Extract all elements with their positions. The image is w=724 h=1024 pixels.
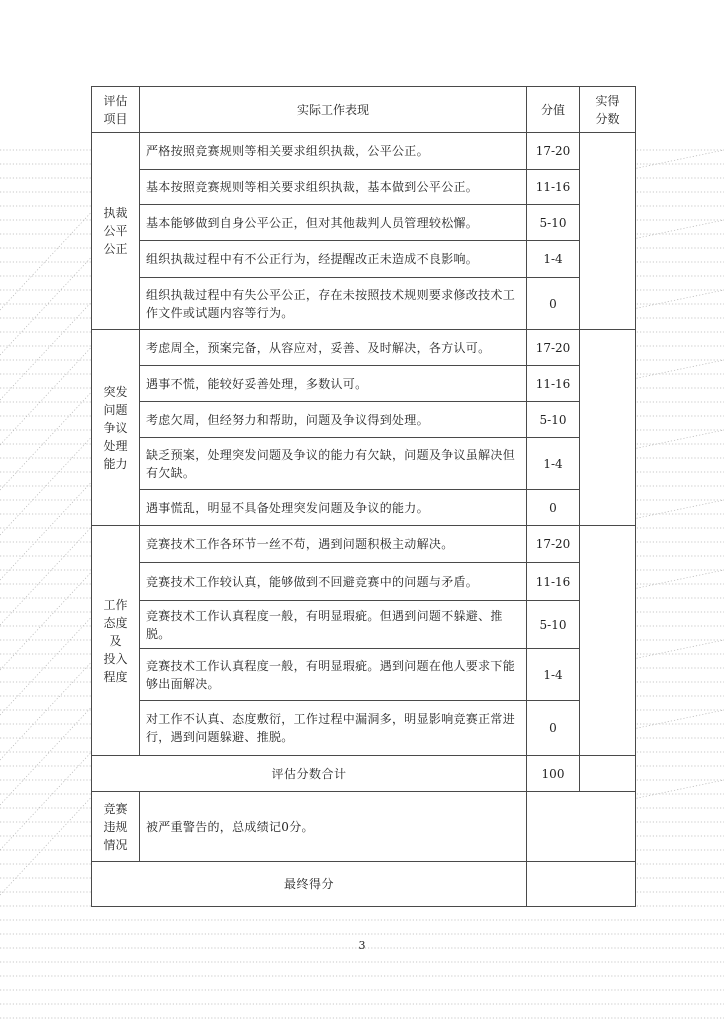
criteria-description: 组织执裁过程中有失公平公正，存在未按照技术规则要求修改技术工作文件或试题内容等行为。 xyxy=(140,278,527,330)
criteria-description: 对工作不认真、态度敷衍，工作过程中漏洞多，明显影响竞赛正常进行，遇到问题躲避、推脱。 xyxy=(140,701,527,756)
criteria-description: 考虑欠周，但经努力和帮助，问题及争议得到处理。 xyxy=(140,402,527,438)
violation-category xyxy=(92,792,140,862)
criteria-row xyxy=(92,438,636,490)
criteria-description: 竞赛技术工作各环节一丝不苟，遇到问题积极主动解决。 xyxy=(140,526,527,563)
score-range: 17-20 xyxy=(527,526,580,563)
score-range: 11-16 xyxy=(527,366,580,402)
criteria-description: 竞赛技术工作认真程度一般，有明显瑕疵。遇到问题在他人要求下能够出面解决。 xyxy=(140,649,527,701)
score-range: 17-20 xyxy=(527,133,580,170)
evaluation-sheet xyxy=(91,86,636,907)
header-actual-score: 实得 分数 xyxy=(580,87,636,133)
criteria-row xyxy=(92,330,636,366)
category-cell xyxy=(92,526,140,756)
page-number: 3 xyxy=(358,939,366,952)
criteria-row xyxy=(92,402,636,438)
total-actual-cell xyxy=(580,756,636,792)
criteria-row xyxy=(92,241,636,278)
criteria-row xyxy=(92,601,636,649)
criteria-description: 组织执裁过程中有不公正行为，经提醒改正未造成不良影响。 xyxy=(140,241,527,278)
actual-score-cell xyxy=(580,330,636,526)
score-range: 0 xyxy=(527,701,580,756)
actual-score-cell xyxy=(580,526,636,756)
score-range: 5-10 xyxy=(527,205,580,241)
category-cell xyxy=(92,330,140,526)
category-label: 执裁 公平 公正 xyxy=(103,206,128,256)
category-cell xyxy=(92,133,140,330)
score-range: 11-16 xyxy=(527,563,580,601)
criteria-description: 基本按照竞赛规则等相关要求组织执裁，基本做到公平公正。 xyxy=(140,170,527,205)
criteria-description: 遇事不慌，能较好妥善处理，多数认可。 xyxy=(140,366,527,402)
criteria-row xyxy=(92,563,636,601)
final-score-row xyxy=(92,862,636,907)
category-label: 工作 态度 及 投入 程度 xyxy=(103,597,128,684)
final-score-label: 最终得分 xyxy=(92,862,527,907)
score-range: 11-16 xyxy=(527,170,580,205)
criteria-description: 遇事慌乱，明显不具备处理突发问题及争议的能力。 xyxy=(140,490,527,526)
score-range: 0 xyxy=(527,490,580,526)
total-score: 100 xyxy=(527,756,580,792)
score-range: 5-10 xyxy=(527,601,580,649)
header-item: 评估 项目 xyxy=(92,87,140,133)
criteria-row xyxy=(92,170,636,205)
score-range: 17-20 xyxy=(527,330,580,366)
evaluation-table xyxy=(91,86,636,907)
score-range: 5-10 xyxy=(527,402,580,438)
criteria-description: 严格按照竞赛规则等相关要求组织执裁，公平公正。 xyxy=(140,133,527,170)
actual-score-cell xyxy=(580,133,636,330)
criteria-description: 缺乏预案，处理突发问题及争议的能力有欠缺，问题及争议虽解决但有欠缺。 xyxy=(140,438,527,490)
violation-description: 被严重警告的，总成绩记0分。 xyxy=(140,792,527,862)
criteria-row xyxy=(92,366,636,402)
criteria-row xyxy=(92,490,636,526)
criteria-description: 基本能够做到自身公平公正，但对其他裁判人员管理较松懈。 xyxy=(140,205,527,241)
score-range: 0 xyxy=(527,278,580,330)
total-row xyxy=(92,756,636,792)
total-label: 评估分数合计 xyxy=(92,756,527,792)
criteria-description: 竞赛技术工作较认真，能够做到不回避竞赛中的问题与矛盾。 xyxy=(140,563,527,601)
criteria-row xyxy=(92,133,636,170)
score-range: 1-4 xyxy=(527,438,580,490)
criteria-row xyxy=(92,205,636,241)
header-performance: 实际工作表现 xyxy=(140,87,527,133)
violation-row xyxy=(92,792,636,862)
category-label: 突发 问题 争议 处理 能力 xyxy=(103,384,128,471)
criteria-description: 考虑周全，预案完备，从容应对，妥善、及时解决，各方认可。 xyxy=(140,330,527,366)
criteria-row xyxy=(92,278,636,330)
criteria-row xyxy=(92,701,636,756)
criteria-row xyxy=(92,649,636,701)
final-score-cell xyxy=(527,862,636,907)
violation-score-cell xyxy=(527,792,636,862)
criteria-description: 竞赛技术工作认真程度一般，有明显瑕疵。但遇到问题不躲避、推脱。 xyxy=(140,601,527,649)
violation-category-label: 竞赛 违规 情况 xyxy=(103,801,128,852)
criteria-row xyxy=(92,526,636,563)
header-score: 分值 xyxy=(527,87,580,133)
score-range: 1-4 xyxy=(527,241,580,278)
score-range: 1-4 xyxy=(527,649,580,701)
header-row xyxy=(92,87,636,133)
